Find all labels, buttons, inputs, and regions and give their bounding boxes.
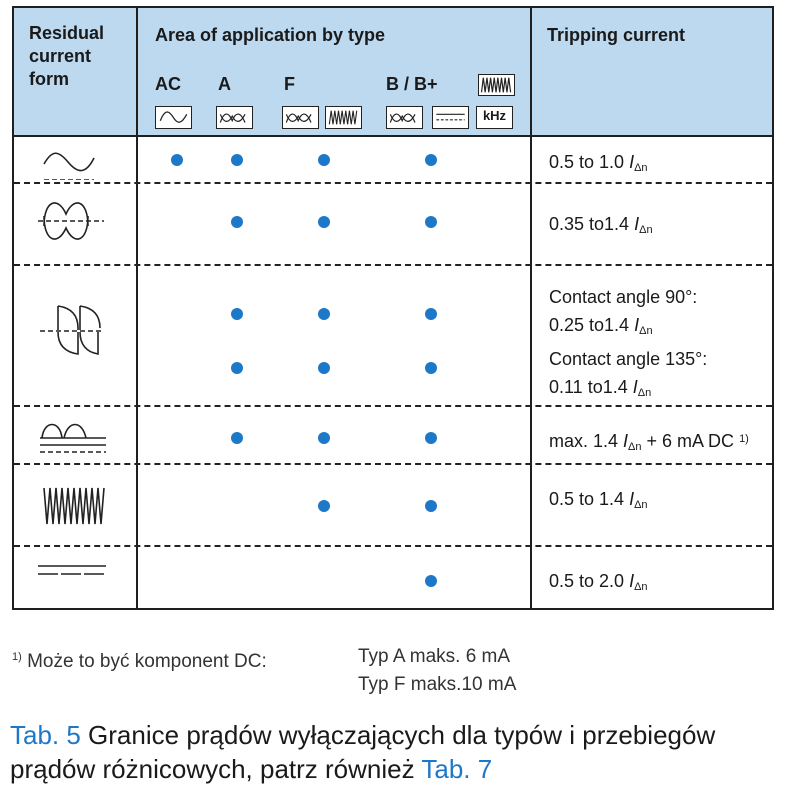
column-divider xyxy=(530,8,532,608)
applicable-dot xyxy=(171,154,183,166)
header-residual-form: Residual current form xyxy=(29,23,105,89)
applicable-dot xyxy=(318,500,330,512)
tab-7-link[interactable]: Tab. 7 xyxy=(421,754,493,784)
caption-label: Tab. 5 xyxy=(10,720,81,750)
sine-wave-icon xyxy=(155,106,192,129)
row-divider xyxy=(14,264,772,266)
applicable-dot xyxy=(425,216,437,228)
pulsating-dc-icon xyxy=(282,106,319,129)
applicable-dot xyxy=(318,154,330,166)
footnote-text: $^{1)}$ Może to być komponent DC: xyxy=(12,651,267,672)
sine-wave-icon xyxy=(40,144,100,180)
residual-current-table xyxy=(12,6,774,610)
applicable-dot xyxy=(425,362,437,374)
applicable-dot xyxy=(318,216,330,228)
type-label-b: B / B+ xyxy=(386,74,438,94)
row-divider xyxy=(14,182,772,184)
applicable-dot xyxy=(425,500,437,512)
tripping-current-value: 0.5 to 2.0 $I_{\Delta n}$ xyxy=(549,571,648,593)
smooth-dc-icon xyxy=(432,106,469,129)
tripping-current-value: 0.35 to1.4 $I_{\Delta n}$ xyxy=(549,214,653,236)
high-frequency-icon xyxy=(478,74,515,96)
header-area-of-application: Area of application by type xyxy=(155,25,386,45)
column-divider xyxy=(136,8,138,608)
tripping-current-value: max. 1.4 $I_{\Delta n} + 6$ mA DC $^{1)}$ xyxy=(549,431,749,453)
applicable-dot xyxy=(318,362,330,374)
high-frequency-icon xyxy=(325,106,362,129)
tripping-current-value: 0.5 to 1.4 $I_{\Delta n}$ xyxy=(549,489,648,511)
applicable-dot xyxy=(425,575,437,587)
type-label-ac: AC xyxy=(155,74,181,94)
applicable-dot xyxy=(231,362,243,374)
row-divider xyxy=(14,545,772,547)
applicable-dot xyxy=(318,308,330,320)
type-label-f: F xyxy=(284,74,295,94)
applicable-dot xyxy=(231,308,243,320)
high-frequency-icon xyxy=(40,482,106,530)
footnote-type-f: Typ F maks.10 mA xyxy=(358,674,517,695)
applicable-dot xyxy=(425,432,437,444)
pulsating-dc-icon xyxy=(386,106,423,129)
footnote-type-a: Typ A maks. 6 mA xyxy=(358,646,511,667)
half-wave-with-dc-icon xyxy=(38,416,110,454)
row-divider xyxy=(14,463,772,465)
tripping-current-value: Contact angle 90°: 0.25 to1.4 $I_{\Delta n}$ Contact angle 135°: 0.11 to1.4 $I_{\Delta n}$ xyxy=(549,287,708,399)
applicable-dot xyxy=(231,216,243,228)
applicable-dot xyxy=(231,432,243,444)
pulsating-dc-icon xyxy=(36,190,108,252)
smooth-dc-icon xyxy=(36,560,108,580)
type-label-a: A xyxy=(218,74,231,94)
applicable-dot xyxy=(425,308,437,320)
applicable-dot xyxy=(425,154,437,166)
applicable-dot xyxy=(231,154,243,166)
applicable-dot xyxy=(318,432,330,444)
khz-label: kHz xyxy=(476,106,513,129)
table-caption: Tab. 5 Granice prądów wyłączających dla typów i przebiegów prądów różnicowych, patrz również Tab. 7 xyxy=(10,720,716,784)
header-tripping-current: Tripping current xyxy=(547,25,686,45)
tripping-current-value: 0.5 to 1.0 $I_{\Delta n}$ xyxy=(549,152,648,174)
pulsating-dc-icon xyxy=(216,106,253,129)
phase-angle-cut-icon xyxy=(36,300,108,362)
